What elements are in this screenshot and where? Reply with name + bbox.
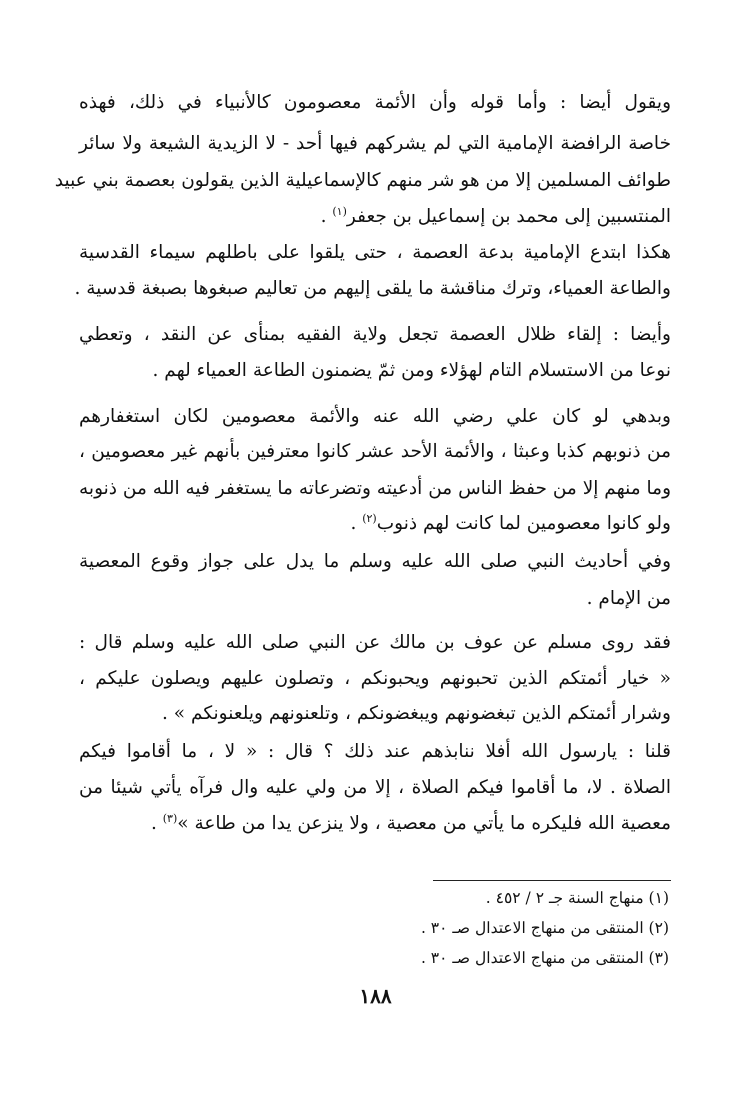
- text-line: وما منهم إلا من حفظ الناس من أدعيته وتضرعاته ما يستغفر فيه الله من ذنوبه: [79, 478, 671, 499]
- text-line: الصلاة . لا، ما أقاموا فيكم الصلاة ، إلا من ولي عليه وال فرآه يأتي شيئا من: [79, 777, 671, 798]
- text-line: فقد روى مسلم عن عوف بن مالك عن النبي صلى الله عليه وسلم قال :: [79, 632, 671, 653]
- line-text: معصية الله فليكره ما يأتي من معصية ، ولا ينزعن يدا من طاعة »: [177, 813, 671, 834]
- text-line: [79, 202, 671, 232]
- footnote-marker[interactable]: (٣): [162, 811, 178, 825]
- footnote-3: (٣) المنتقى من منهاج الاعتدال صـ ٣٠ .: [420, 949, 669, 967]
- text-line: نوعا من الاستسلام التام لهؤلاء ومن ثمّ يضمنون الطاعة العمياء لهم .: [152, 360, 671, 381]
- footnote-marker[interactable]: (١): [332, 204, 347, 218]
- text-line: خاصة الرافضة الإمامية التي لم يشركهم فيها أحد - لا الزيدية الشيعة ولا سائر: [79, 133, 671, 154]
- text-line: من ذنوبهم كذبا وعبثا ، والأئمة الأحد عشر كانوا معترفين بأنهم غير معصومين ،: [79, 441, 671, 462]
- line-text: المنتسبين إلى محمد بن إسماعيل بن جعفر: [346, 206, 671, 227]
- text-line: والطاعة العمياء، وترك مناقشة ما يلقى إليهم من تعاليم صبغوها بصبغة قدسية .: [74, 278, 671, 299]
- line-text: ولو كانوا معصومين لما كانت لهم ذنوب: [376, 513, 671, 534]
- text-line: وفي أحاديث النبي صلى الله عليه وسلم ما يدل على جواز وقوع المعصية: [79, 551, 671, 572]
- line-end: .: [350, 513, 363, 534]
- text-line: وشرار أئمتكم الذين تبغضونهم ويبغضونكم ، وتلعنونهم ويلعنونكم » .: [162, 703, 671, 724]
- line-end: .: [320, 206, 333, 227]
- footnote-marker[interactable]: (٢): [362, 511, 377, 525]
- text-line: [79, 809, 671, 839]
- page-number: ١٨٨: [359, 984, 392, 1008]
- text-line: قلنا : يارسول الله أفلا ننابذهم عند ذلك ؟ قال : « لا ، ما أقاموا فيكم: [79, 741, 671, 762]
- text-line: وبدهي لو كان علي رضي الله عنه والأئمة معصومين لكان استغفارهم: [79, 406, 671, 427]
- text-line: [79, 509, 671, 539]
- footnote-1: (١) منهاج السنة جـ ٢ / ٤٥٢ .: [485, 889, 669, 907]
- line-end: .: [150, 813, 163, 834]
- footnote-2: (٢) المنتقى من منهاج الاعتدال صـ ٣٠ .: [420, 919, 669, 937]
- text-line: هكذا ابتدع الإمامية بدعة العصمة ، حتى يلقوا على باطلهم سيماء القدسية: [79, 242, 671, 263]
- text-line: ويقول أيضا : وأما قوله وأن الأئمة معصومون كالأنبياء في ذلك، فهذه: [79, 92, 671, 113]
- text-line: طوائف المسلمين إلا من هو شر منهم كالإسماعيلية الذين يقولون بعصمة بني عبيد: [54, 170, 671, 191]
- text-line: « خيار أئمتكم الذين تحبونهم ويحبونكم ، وتصلون عليهم ويصلون عليكم ،: [79, 668, 671, 689]
- text-line: وأيضا : إلقاء ظلال العصمة تجعل ولاية الفقيه بمنأى عن النقد ، وتعطي: [79, 324, 671, 345]
- footnote-separator: [433, 880, 671, 881]
- text-line: من الإمام .: [586, 588, 671, 609]
